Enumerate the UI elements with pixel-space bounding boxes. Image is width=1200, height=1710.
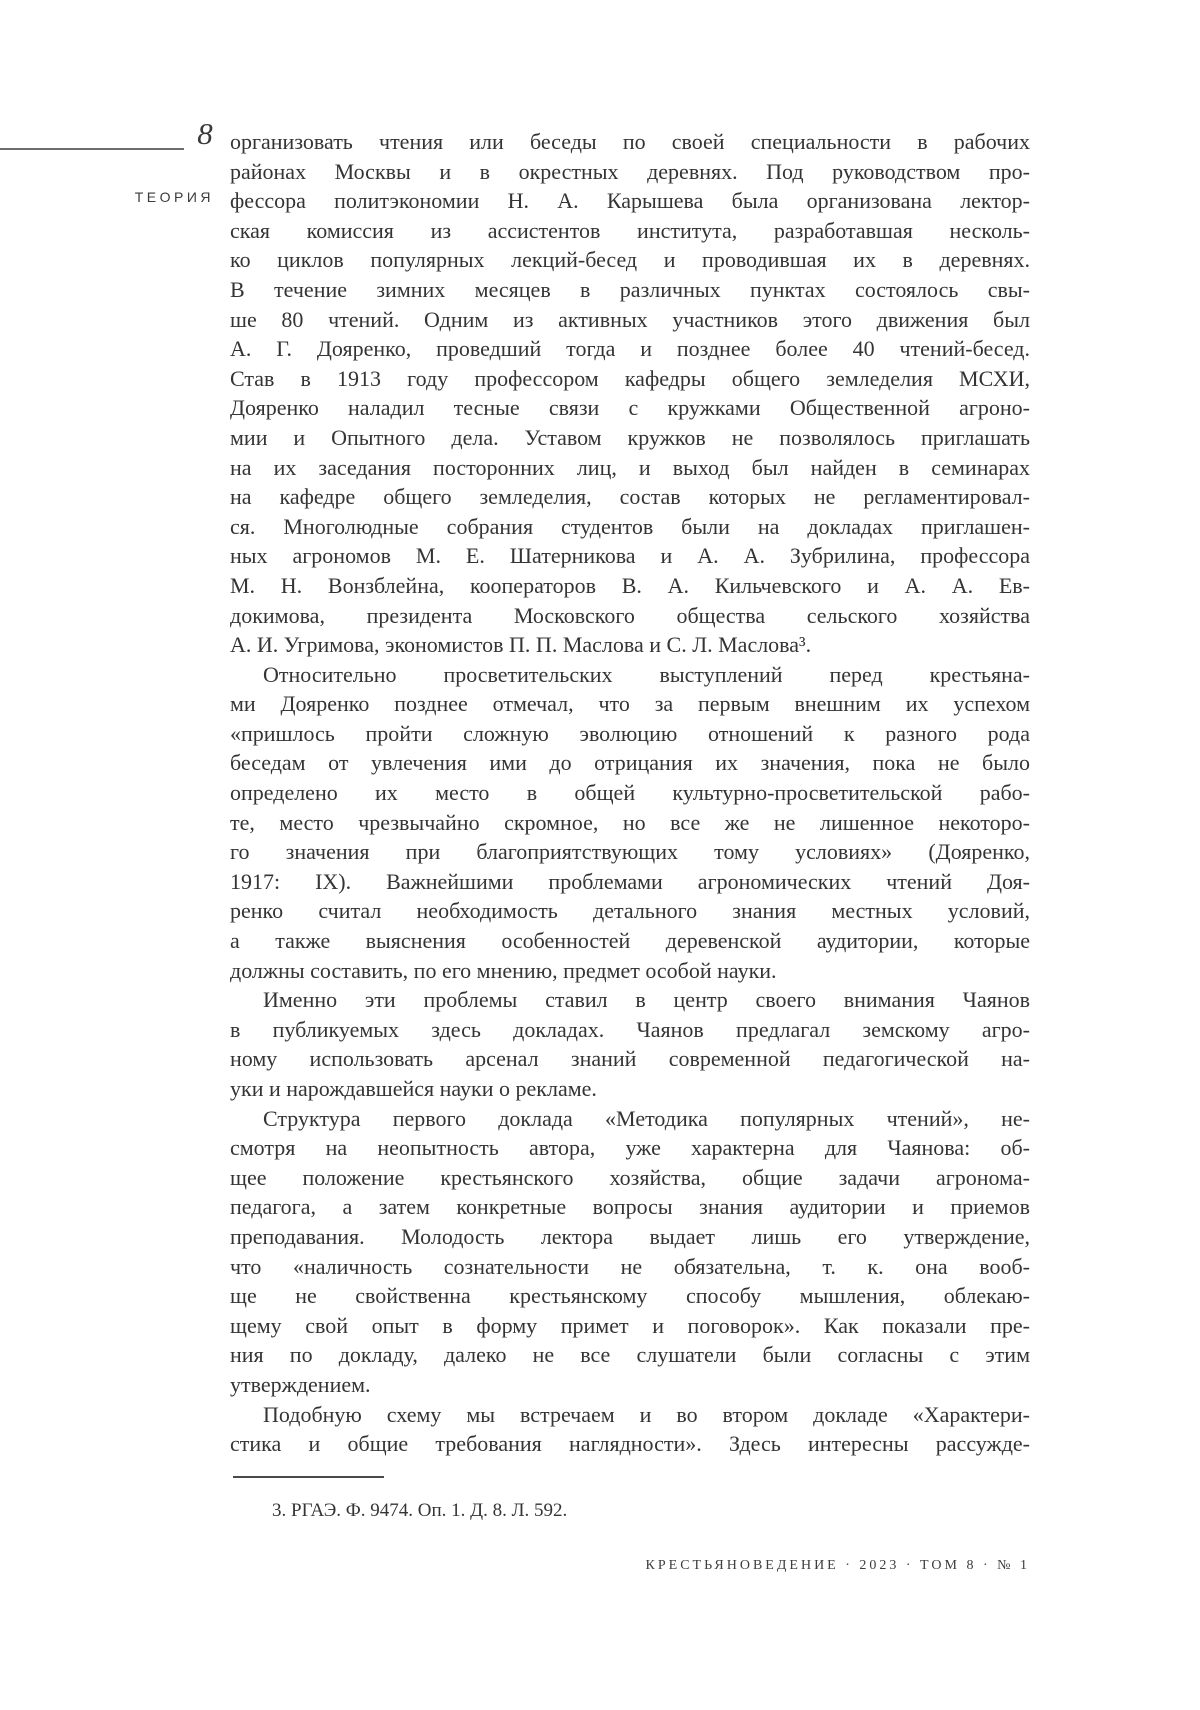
- body-line: преподавания. Молодость лектора выдает лишь его утверждение,: [230, 1223, 1030, 1249]
- body-line: ных агрономов М. Е. Шатерникова и А. А. Зубрилина, профессора: [230, 543, 1030, 569]
- footnote: 3. РГАЭ. Ф. 9474. Оп. 1. Д. 8. Л. 592.: [272, 1500, 568, 1521]
- body-line: организовать чтения или беседы по своей специальности в рабочих: [230, 129, 1030, 154]
- body-line: ренко считал необходимость детального знания местных условий,: [230, 898, 1030, 924]
- body-line: утверждением.: [230, 1371, 371, 1397]
- body-line: на кафедре общего земледелия, состав которых не регламентировал-: [230, 484, 1030, 510]
- footnote-rule: [233, 1476, 384, 1478]
- body-line: стика и общие требования наглядности». Здесь интересны рассужде-: [230, 1431, 1030, 1457]
- body-line: докимова, президента Московского общества сельского хозяйства: [230, 602, 1030, 628]
- body-line: ному использовать арсенал знаний современной педагогической на-: [230, 1046, 1030, 1072]
- body-line: ская комиссия из ассистентов института, разработавшая несколь-: [230, 217, 1030, 243]
- body-line: на их заседания посторонних лиц, и выход был найден в семинарах: [230, 454, 1030, 480]
- body-line: что «наличность сознательности не обязательна, т. к. она вооб-: [230, 1253, 1030, 1279]
- body-text: [230, 127, 1030, 1459]
- body-line: Дояренко наладил тесные связи с кружками Общественной агроно-: [230, 395, 1030, 421]
- body-line: Относительно просветительских выступлений перед крестьяна-: [263, 661, 1030, 687]
- margin-rule: [0, 148, 184, 150]
- body-line: смотря на неопытность автора, уже характерна для Чаянова: об-: [230, 1135, 1030, 1161]
- body-line: ще не свойственна крестьянскому способу мышления, облекаю-: [230, 1283, 1030, 1309]
- body-line: Став в 1913 году профессором кафедры общего земледелия МСХИ,: [230, 365, 1030, 391]
- body-line: Именно эти проблемы ставил в центр своего внимания Чаянов: [263, 987, 1030, 1013]
- body-line: беседам от увлечения ими до отрицания их значения, пока не было: [230, 750, 1030, 776]
- body-line: ше 80 чтений. Одним из активных участников этого движения был: [230, 306, 1030, 332]
- body-line: М. Н. Вонзблейна, кооператоров В. А. Кильчевского и А. А. Ев-: [230, 572, 1030, 598]
- body-line: А. Г. Дояренко, проведший тогда и позднее более 40 чтений-бесед.: [230, 336, 1030, 362]
- body-line: 1917: IX). Важнейшими проблемами агрономических чтений Доя-: [230, 868, 1030, 894]
- body-line: «пришлось пройти сложную эволюцию отношений к разного рода: [230, 720, 1030, 746]
- body-line: го значения при благоприятствующих тому условиях» (Дояренко,: [230, 839, 1030, 865]
- body-line: ся. Многолюдные собрания студентов были на докладах приглашен-: [230, 513, 1030, 539]
- body-line: ния по докладу, далеко не все слушатели были согласны с этим: [230, 1342, 1030, 1368]
- body-line: педагога, а затем конкретные вопросы знания аудитории и приемов: [230, 1194, 1030, 1220]
- body-line: Структура первого доклада «Методика популярных чтений», не-: [263, 1105, 1030, 1131]
- body-line: определено их место в общей культурно-просветительской рабо-: [230, 780, 1030, 806]
- journal-footer: КРЕСТЬЯНОВЕДЕНИЕ · 2023 · ТОМ 8 · № 1: [645, 1558, 1030, 1573]
- page-number: 8: [197, 116, 213, 151]
- body-line: в публикуемых здесь докладах. Чаянов предлагал земскому агро-: [230, 1016, 1030, 1042]
- body-line: фессора политэкономии Н. А. Карышева была организована лектор-: [230, 188, 1030, 214]
- body-line: щее положение крестьянского хозяйства, общие задачи агронома-: [230, 1164, 1030, 1190]
- body-line: а также выяснения особенностей деревенской аудитории, которые: [230, 928, 1030, 954]
- body-line: ко циклов популярных лекций-бесед и проводившая их в деревнях.: [230, 247, 1030, 273]
- body-line: районах Москвы и в окрестных деревнях. Под руководством про-: [230, 158, 1030, 184]
- body-line: мии и Опытного дела. Уставом кружков не позволялось приглашать: [230, 424, 1030, 450]
- body-line: должны составить, по его мнению, предмет особой науки.: [230, 957, 777, 983]
- body-line: щему свой опыт в форму примет и поговорок». Как показали пре-: [230, 1312, 1030, 1338]
- body-line: В течение зимних месяцев в различных пунктах состоялось свы-: [230, 276, 1030, 302]
- body-line: А. И. Угримова, экономистов П. П. Маслова и С. Л. Маслова³.: [230, 632, 812, 658]
- body-line: ми Дояренко позднее отмечал, что за первым внешним их успехом: [230, 691, 1030, 717]
- body-line: Подобную схему мы встречаем и во втором докладе «Характери-: [263, 1401, 1030, 1427]
- body-line: те, место чрезвычайно скромное, но все же не лишенное некоторо-: [230, 809, 1030, 835]
- section-label: ТЕОРИЯ: [134, 189, 214, 205]
- body-line: уки и нарождавшейся науки о рекламе.: [230, 1076, 597, 1101]
